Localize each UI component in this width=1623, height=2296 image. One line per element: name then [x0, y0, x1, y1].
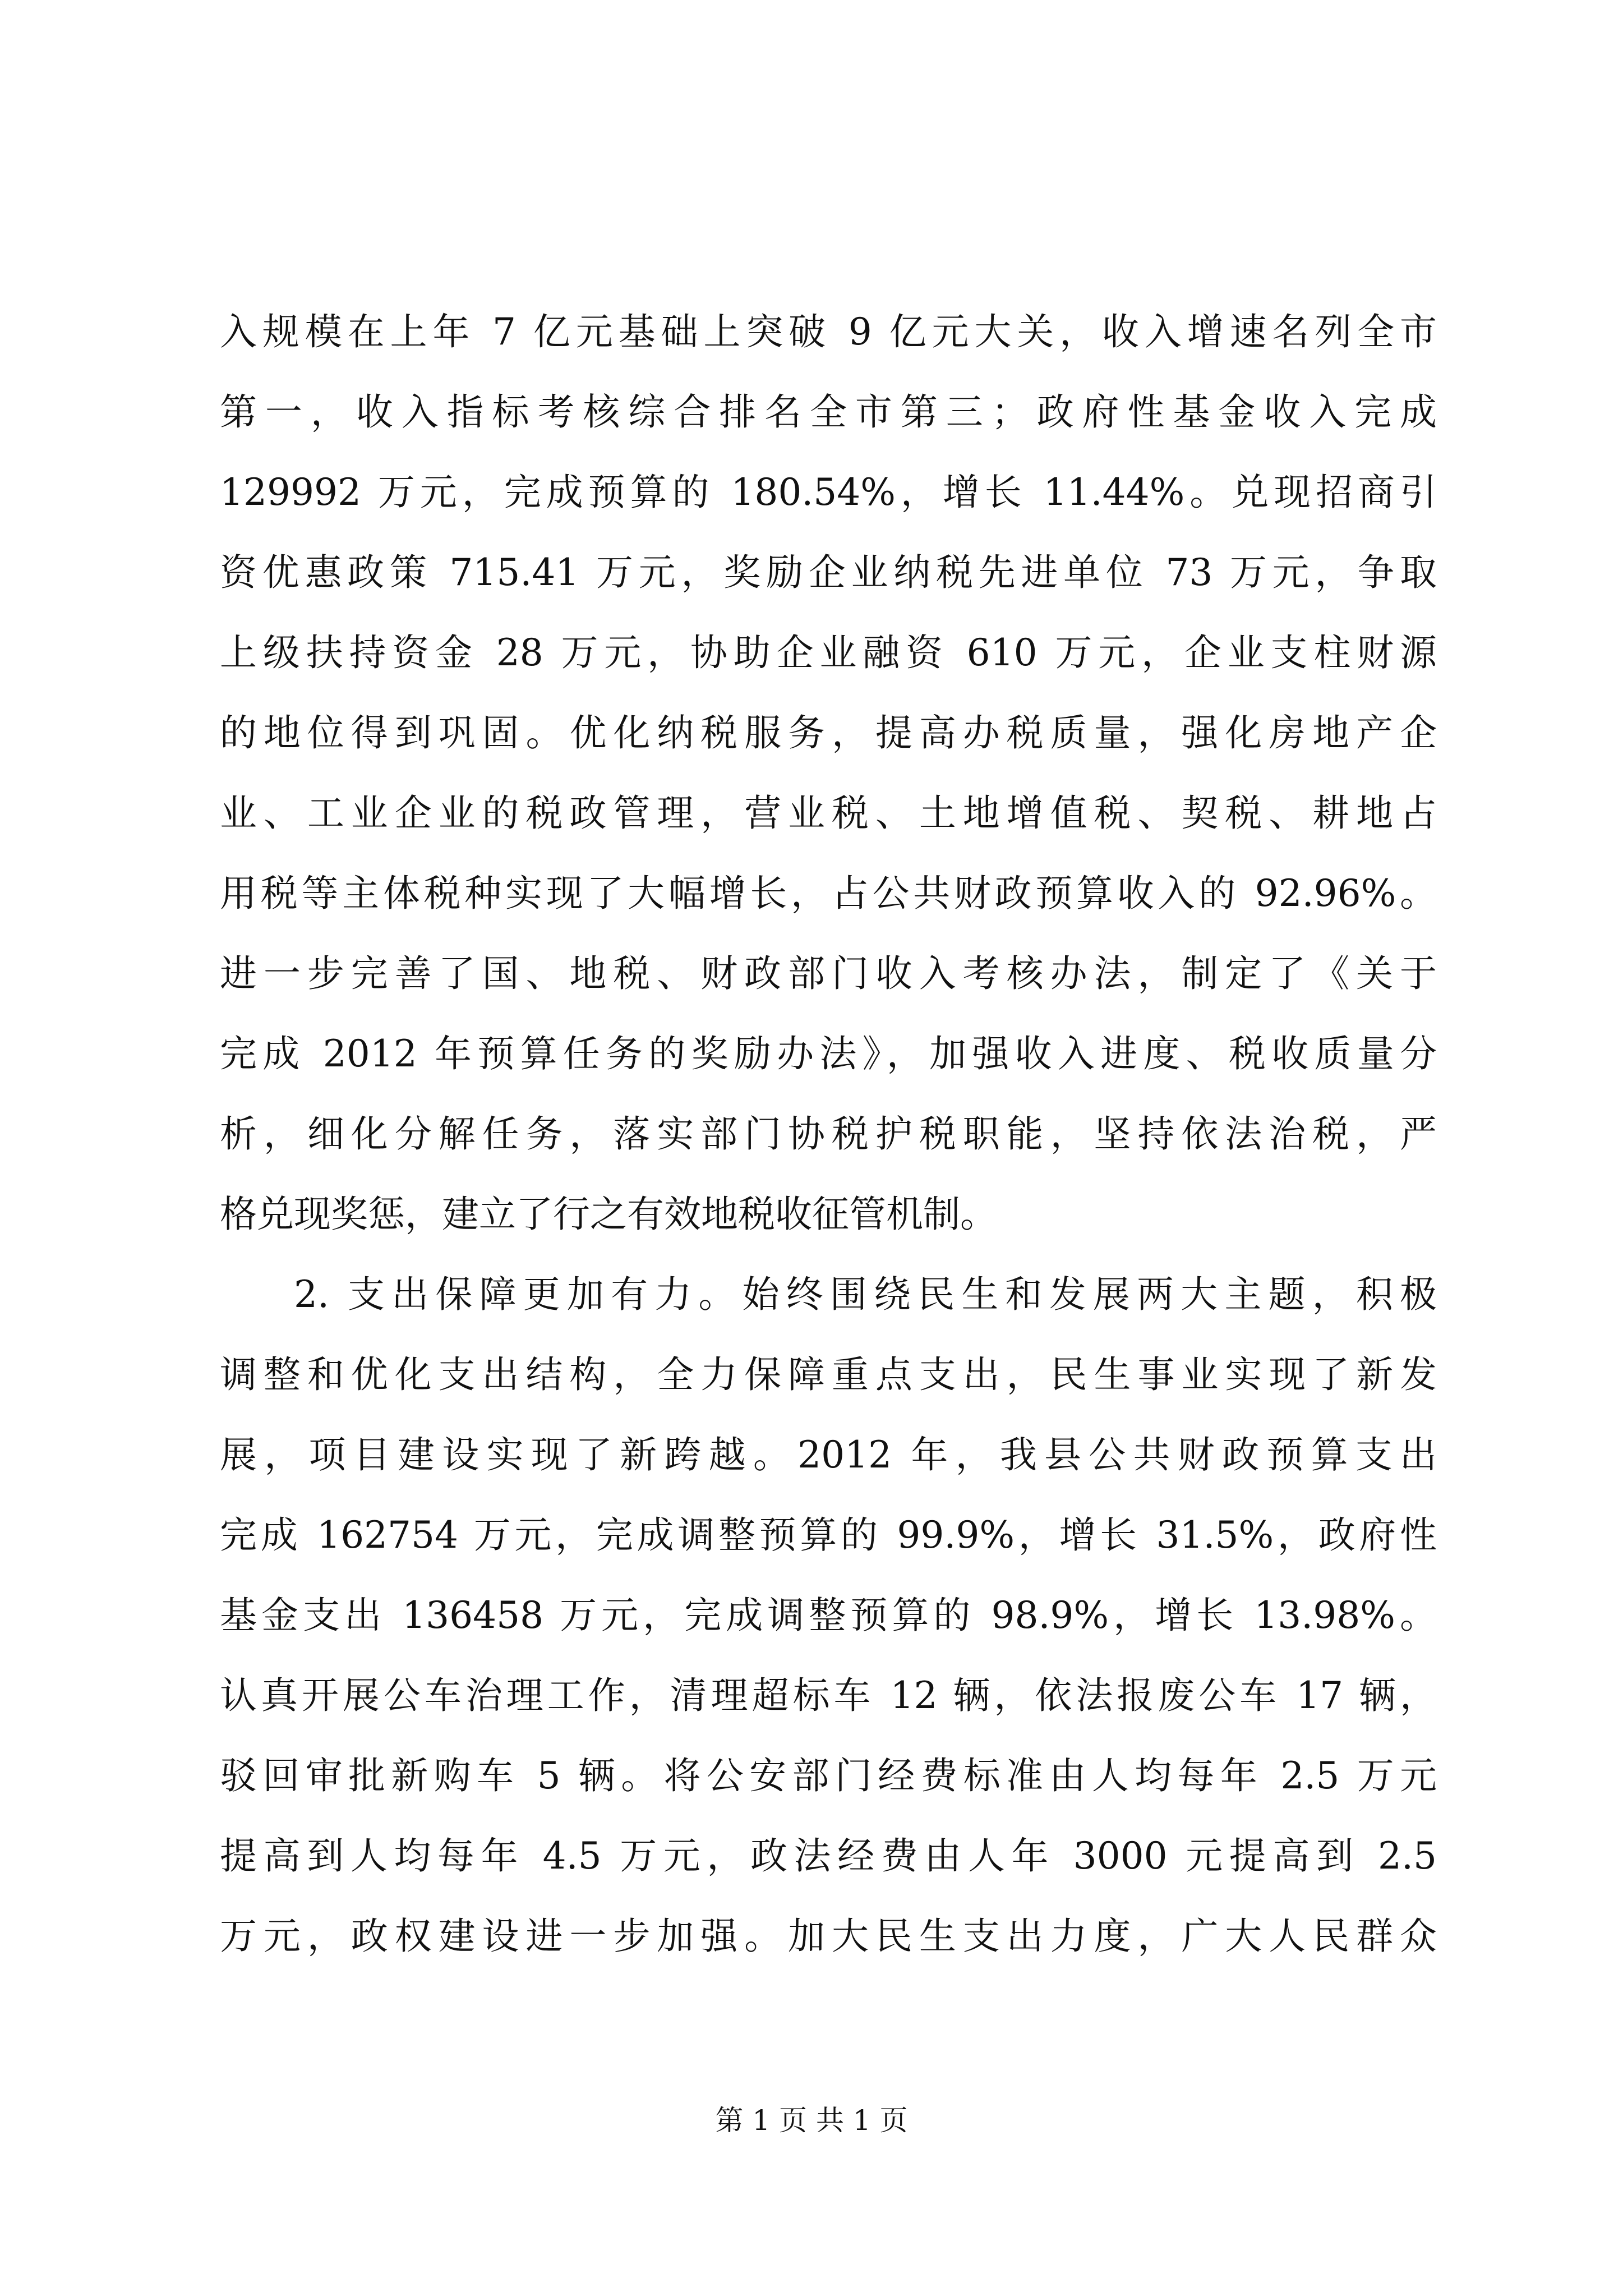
text-line: 基金支出 136458 万元，完成调整预算的 98.9%，增长 13.98%。	[220, 1594, 1437, 1637]
text-line: 展，项目建设实现了新跨越。2012 年，我县公共财政预算支出	[220, 1433, 1437, 1476]
text-line: 第一，收入指标考核综合排名全市第三；政府性基金收入完成	[220, 390, 1437, 434]
page-footer	[0, 2101, 1623, 2140]
text-line: 提高到人均每年 4.5 万元，政法经费由人年 3000 元提高到 2.5	[220, 1834, 1437, 1878]
text-line: 完成 2012 年预算任务的奖励办法》，加强收入进度、税收质量分	[220, 1032, 1437, 1075]
text-line: 析，细化分解任务，落实部门协税护税职能，坚持依法治税，严	[220, 1112, 1437, 1156]
text-line: 格兑现奖惩，建立了行之有效地税收征管机制。	[220, 1193, 997, 1236]
text-line: 129992 万元，完成预算的 180.54%，增长 11.44%。兑现招商引	[220, 471, 1437, 514]
text-line: 业、工业企业的税政管理，营业税、土地增值税、契税、耕地占	[220, 792, 1437, 835]
text-line: 调整和优化支出结构，全力保障重点支出，民生事业实现了新发	[220, 1353, 1437, 1396]
text-line: 驳回审批新购车 5 辆。将公安部门经费标准由人均每年 2.5 万元	[220, 1754, 1437, 1797]
text-line: 的地位得到巩固。优化纳税服务，提高办税质量，强化房地产企	[220, 711, 1437, 754]
page-number: 第 1 页 共 1 页	[715, 2104, 908, 2137]
text-line: 万元，政权建设进一步加强。加大民生支出力度，广大人民群众	[220, 1915, 1437, 1958]
text-line: 认真开展公车治理工作，清理超标车 12 辆，依法报废公车 17 辆，	[220, 1674, 1437, 1717]
text-line: 资优惠政策 715.41 万元，奖励企业纳税先进单位 73 万元，争取	[220, 551, 1437, 594]
text-line: 上级扶持资金 28 万元，协助企业融资 610 万元，企业支柱财源	[220, 631, 1437, 674]
paragraph-heading-line: 2. 支出保障更加有力。始终围绕民生和发展两大主题，积极	[294, 1273, 1437, 1316]
text-line: 入规模在上年 7 亿元基础上突破 9 亿元大关，收入增速名列全市	[220, 310, 1437, 353]
text-line: 进一步完善了国、地税、财政部门收入考核办法，制定了《关于	[220, 952, 1437, 995]
body-text	[220, 292, 1437, 1976]
text-line: 用税等主体税种实现了大幅增长，占公共财政预算收入的 92.96%。	[220, 872, 1437, 915]
text-line: 完成 162754 万元，完成调整预算的 99.9%，增长 31.5%，政府性	[220, 1513, 1437, 1557]
